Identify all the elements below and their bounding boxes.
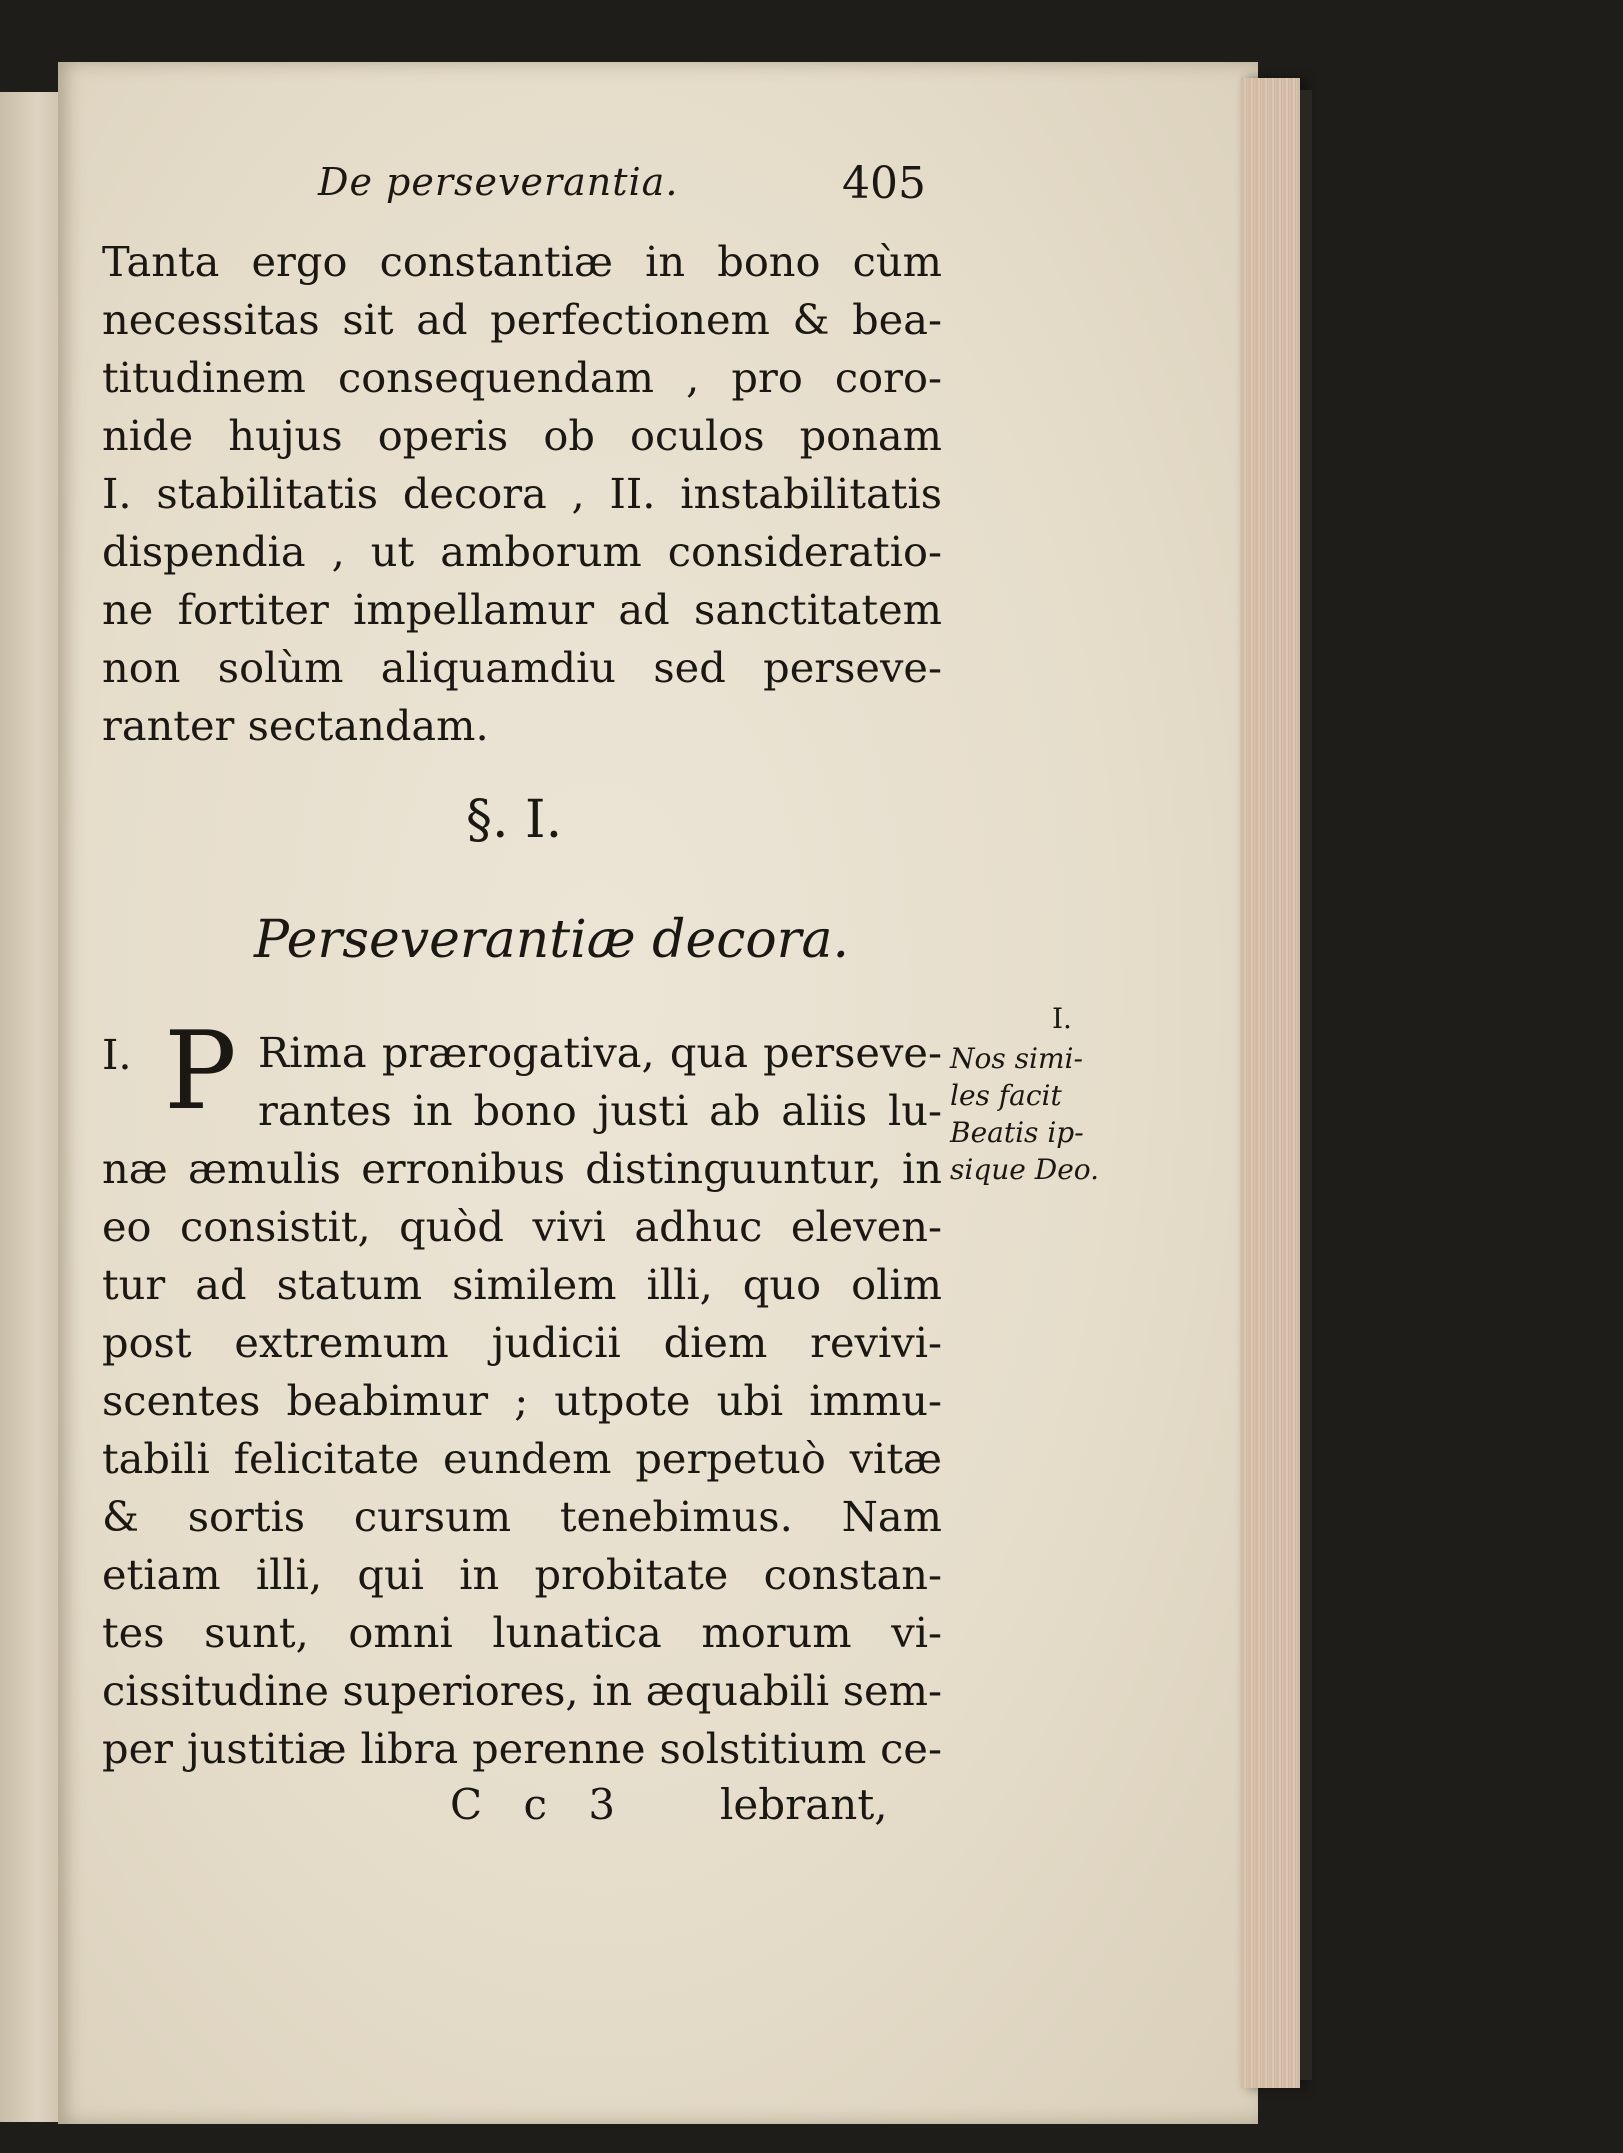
text-line: tur ad statum similem illi, quo olim [102, 1260, 942, 1309]
text-line: eo consistit, quòd vivi adhuc eleven- [102, 1202, 942, 1251]
marginal-note-line: Nos simi- [950, 1042, 1083, 1075]
marginal-note-line: les facit [950, 1079, 1062, 1112]
section-title: Perseverantiæ decora. [254, 910, 850, 970]
text-line: Tanta ergo constantiæ in bono cùm [102, 237, 942, 286]
text-line: nide hujus operis ob oculos ponam [102, 411, 942, 460]
text-line: & sortis cursum tenebimus. Nam [102, 1492, 942, 1541]
text-line: non solùm aliquamdiu sed perseve- [102, 643, 942, 692]
text-line: scentes beabimur ; utpote ubi immu- [102, 1376, 942, 1425]
paragraph-number: I. [102, 1030, 132, 1079]
text-line: næ æmulis erronibus distinguuntur, in [102, 1144, 942, 1193]
drop-cap: P [164, 1009, 237, 1134]
text-line: tabili felicitate eundem perpetuò vitæ [102, 1434, 942, 1483]
marginal-note-line: Beatis ip- [950, 1116, 1084, 1149]
marginal-note-number: I. [1052, 1002, 1072, 1035]
page-number: 405 [842, 158, 926, 209]
text-line: Rima prærogativa, qua perseve- [258, 1028, 942, 1077]
marginal-note-line: sique Deo. [950, 1153, 1100, 1186]
catchword: lebrant, [720, 1780, 888, 1829]
signature-mark: C c 3 [450, 1780, 630, 1829]
adjacent-left-page [0, 92, 64, 2122]
text-line: post extremum judicii diem revivi- [102, 1318, 942, 1367]
page-edge-shadow [1300, 90, 1312, 2080]
text-line: necessitas sit ad perfectionem & bea- [102, 295, 942, 344]
text-line: dispendia , ut amborum consideratio- [102, 527, 942, 576]
text-line: ne fortiter impellamur ad sanctitatem [102, 585, 942, 634]
text-line: ranter sectandam. [102, 701, 489, 750]
page-block-edge [1240, 78, 1300, 2088]
text-line: tes sunt, omni lunatica morum vi- [102, 1608, 942, 1657]
text-line: etiam illi, qui in probitate constan- [102, 1550, 942, 1599]
text-line: per justitiæ libra perenne solstitium ce- [102, 1724, 942, 1773]
text-line: cissitudine superiores, in æquabili sem- [102, 1666, 942, 1715]
text-line: rantes in bono justi ab aliis lu- [258, 1086, 942, 1135]
running-head: De perseverantia. [318, 160, 679, 204]
section-mark: §. I. [466, 790, 563, 850]
text-line: I. stabilitatis decora , II. instabilitatis [102, 469, 942, 518]
text-line: titudinem consequendam , pro coro- [102, 353, 942, 402]
